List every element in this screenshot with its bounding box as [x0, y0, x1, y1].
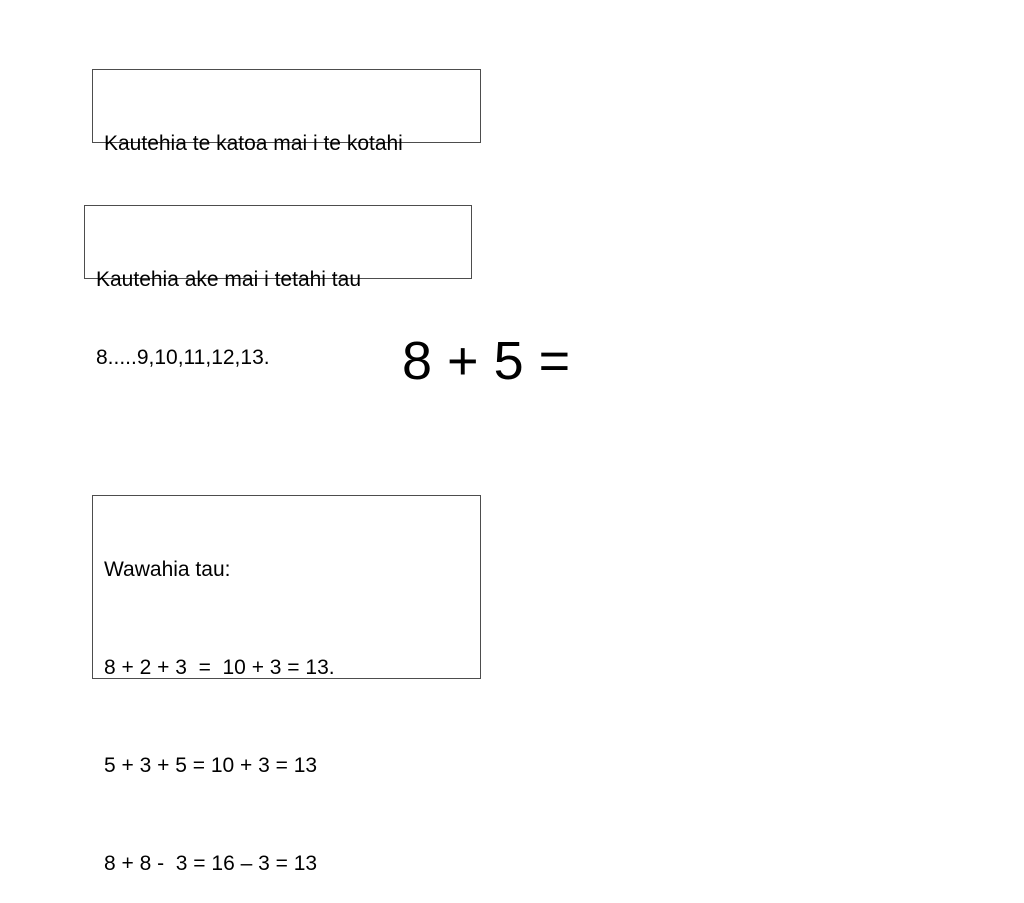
count-all-text-box	[92, 69, 481, 155]
count-all-heading: Kautehia te katoa mai i te kotahi	[104, 132, 403, 155]
count-on-heading: Kautehia ake mai i tetahi tau	[96, 268, 362, 291]
count-on-sequence: 8.....9,10,11,12,13.	[96, 346, 270, 369]
split-line-1: 8 + 2 + 3 = 10 + 3 = 13.	[104, 656, 335, 679]
count-on-text-box	[84, 205, 472, 369]
main-equation: 8 + 5 =	[402, 331, 571, 391]
split-heading: Wawahia tau:	[104, 558, 231, 581]
split-line-3: 8 + 8 - 3 = 16 – 3 = 13	[104, 852, 318, 875]
split-line-2: 5 + 3 + 5 = 10 + 3 = 13	[104, 754, 318, 777]
split-numbers-text-box	[92, 495, 481, 875]
